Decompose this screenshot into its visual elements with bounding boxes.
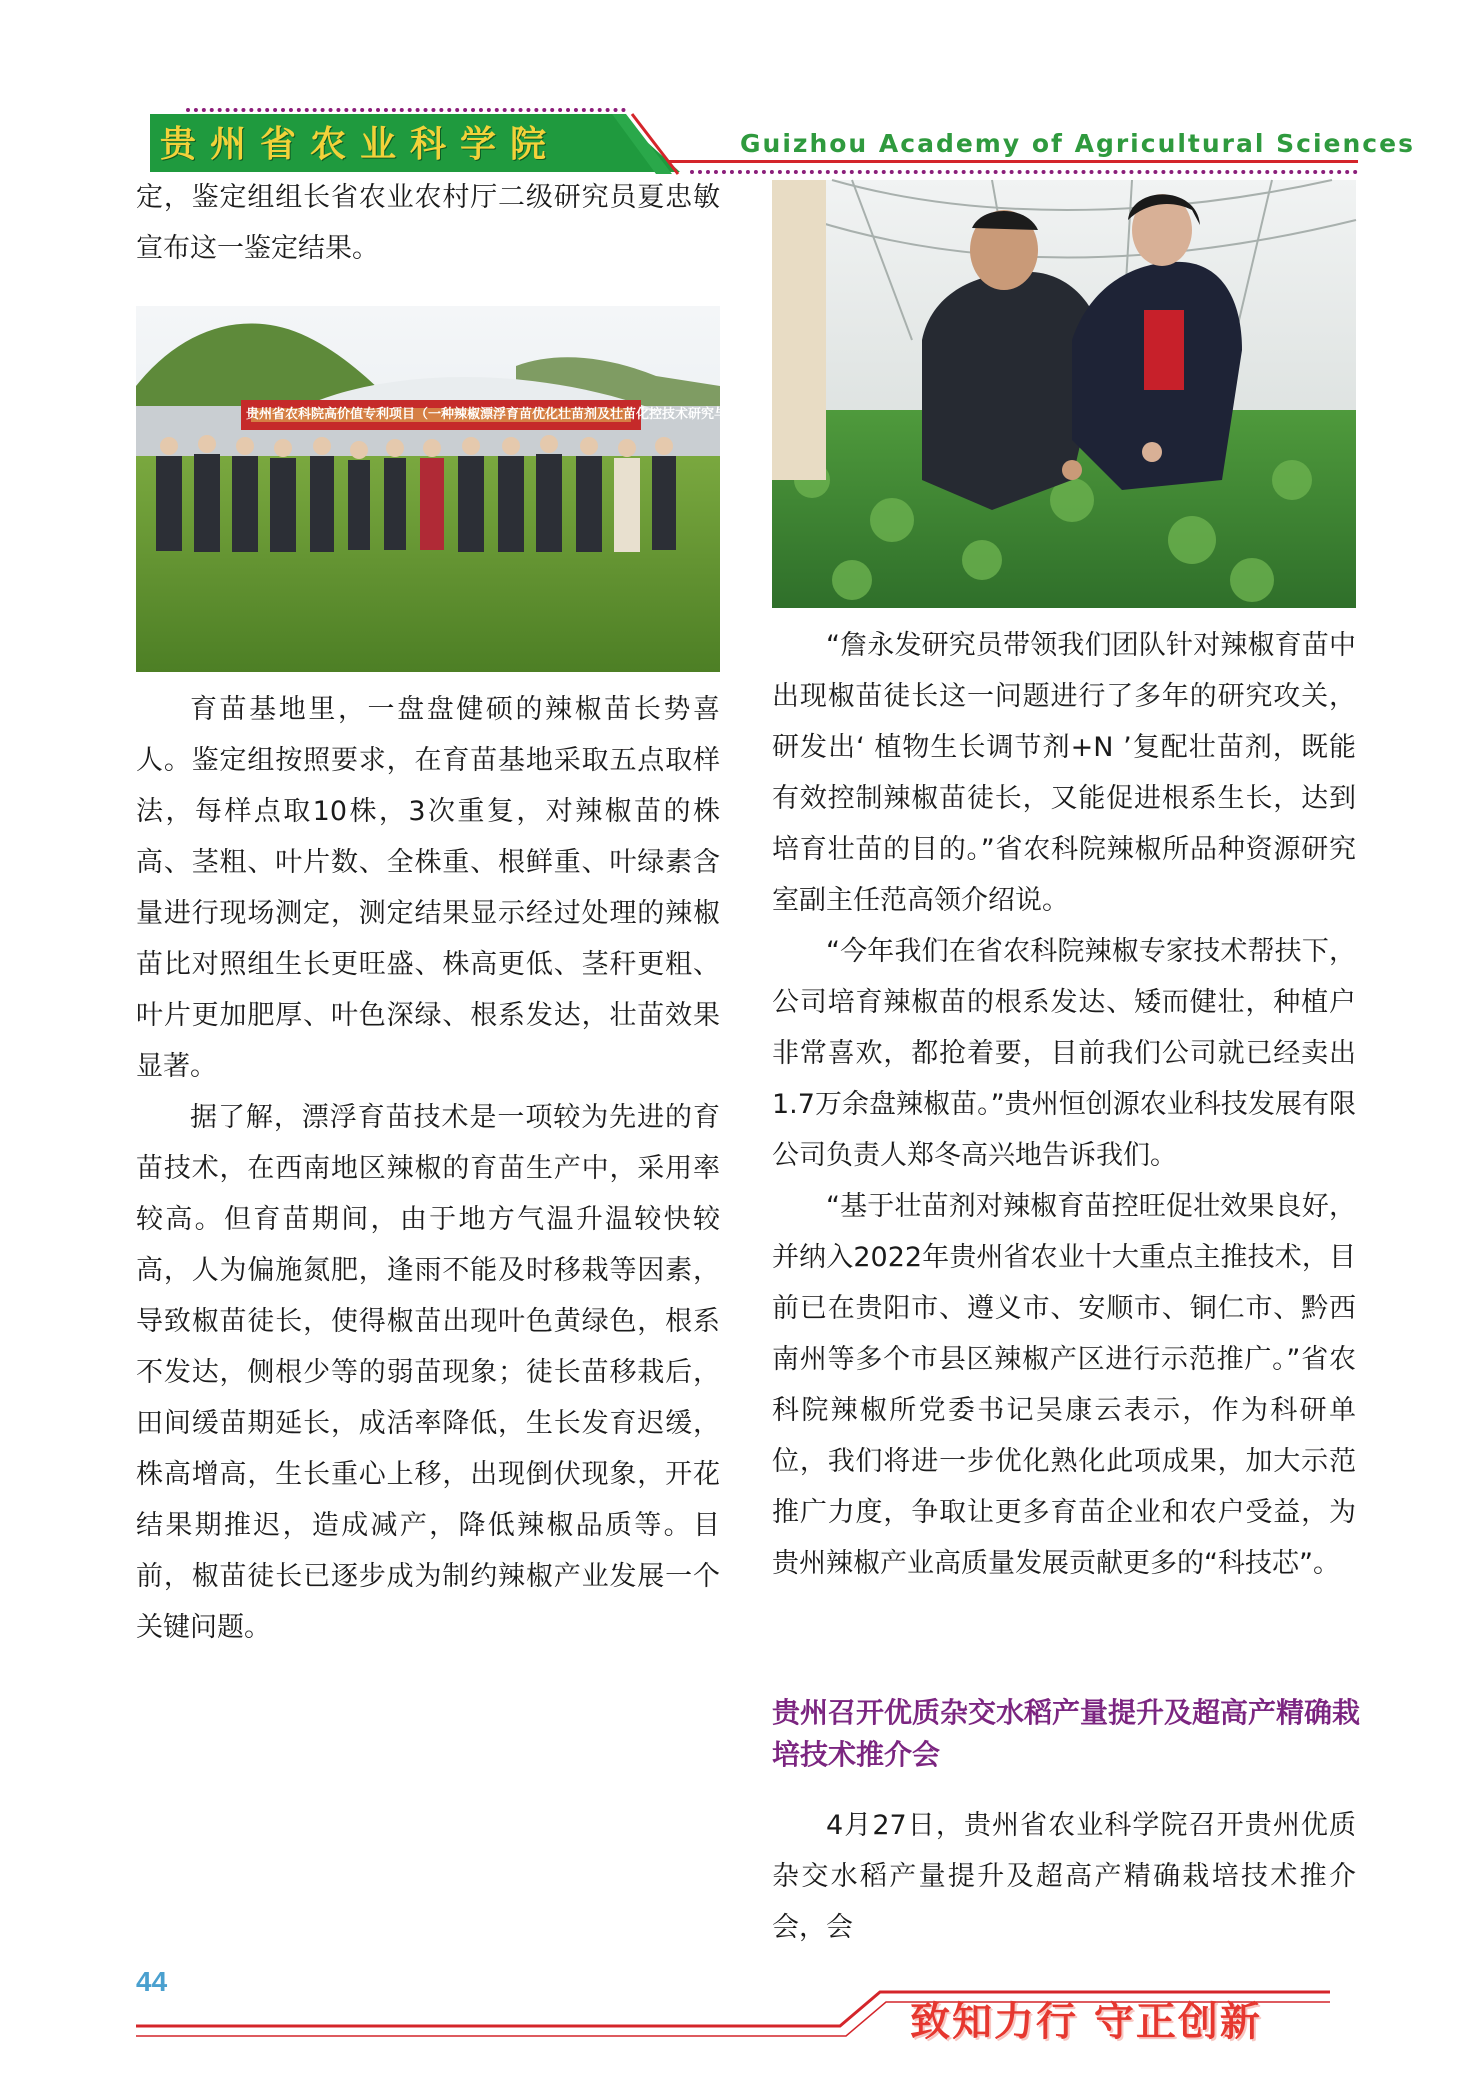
header-org-name-en: Guizhou Academy of Agricultural Sciences <box>740 129 1415 158</box>
group-photo-illustration <box>136 306 767 672</box>
paragraph-intro: 定，鉴定组组长省农业农村厅二级研究员夏忠敏宣布这一鉴定结果。 <box>136 182 720 264</box>
left-column-body <box>136 684 720 1653</box>
footer-slogan: 致知力行 守正创新 <box>910 1998 1262 2045</box>
header-dotted-line-bottom <box>690 170 1358 174</box>
field-photo-illustration <box>772 180 1356 608</box>
header-red-rule <box>668 160 1358 163</box>
field-photo <box>772 180 1356 608</box>
photo-banner-text: 贵州省农科院高价值专利项目（一种辣椒漂浮育苗优化壮苗剂及壮苗化控技术研究与应用） <box>246 407 767 422</box>
header-banner-edge <box>612 112 702 176</box>
page-header <box>0 0 1481 185</box>
header-dotted-line-top <box>186 108 626 112</box>
group-photo <box>136 306 767 672</box>
left-column-intro <box>136 172 720 274</box>
right-column-body <box>772 620 1356 1589</box>
header-org-name-cn: 贵州省农业科学院 <box>160 123 561 165</box>
page-number: 44 <box>136 1966 168 1997</box>
right-column-article <box>772 1800 1356 1953</box>
paragraph-article-lead: 4月27日，贵州省农业科学院召开贵州优质杂交水稻产量提升及超高产精确栽培技术推介会，会 <box>772 1810 1356 1943</box>
paragraph-seedling-base: 育苗基地里，一盘盘健硕的辣椒苗长势喜人。鉴定组按照要求，在育苗基地采取五点取样法，每样点取10株，3次重复，对辣椒苗的株高、茎粗、叶片数、全株重、根鲜重、叶绿素含量进行现场测定，测定结果显示经过处理的辣椒苗比对照组生长更旺盛、株高更低、茎秆更粗、叶片更加肥厚、叶色深绿、根系发达，壮苗效果显著。 <box>136 694 720 1082</box>
paragraph-company-quote: “今年我们在省农科院辣椒专家技术帮扶下，公司培育辣椒苗的根系发达、矮而健壮，种植户非常喜欢，都抢着要，目前我们公司就已经卖出1.7万余盘辣椒苗。”贵州恒创源农业科技发展有限公司负责人郑冬高兴地告诉我们。 <box>772 936 1356 1171</box>
article-title: 贵州召开优质杂交水稻产量提升及超高产精确栽培技术推介会 <box>772 1696 1361 1771</box>
paragraph-zhan-quote: “詹永发研究员带领我们团队针对辣椒育苗中出现椒苗徒长这一问题进行了多年的研究攻关，研发出‘ 植物生长调节剂+N ’复配壮苗剂，既能有效控制辣椒苗徒长，又能促进根系生长，达到培育壮苗的目的。”省农科院辣椒所品种资源研究室副主任范高领介绍说。 <box>772 630 1356 916</box>
paragraph-promotion-quote: “基于壮苗剂对辣椒育苗控旺促壮效果良好，并纳入2022年贵州省农业十大重点主推技术，目前已在贵阳市、遵义市、安顺市、铜仁市、黔西南州等多个市县区辣椒产区进行示范推广。”省农科院辣椒所党委书记吴康云表示，作为科研单位，我们将进一步优化熟化此项成果，加大示范推广力度，争取让更多育苗企业和农户受益，为贵州辣椒产业高质量发展贡献更多的“科技芯”。 <box>772 1191 1356 1579</box>
paragraph-floating-technique: 据了解，漂浮育苗技术是一项较为先进的育苗技术，在西南地区辣椒的育苗生产中，采用率较高。但育苗期间，由于地方气温升温较快较高，人为偏施氮肥，逢雨不能及时移栽等因素，导致椒苗徒长，使得椒苗出现叶色黄绿色，根系不发达，侧根少等的弱苗现象；徒长苗移栽后，田间缓苗期延长，成活率降低，生长发育迟缓，株高增高，生长重心上移，出现倒伏现象，开花结果期推迟，造成减产，降低辣椒品质等。目前，椒苗徒长已逐步成为制约辣椒产业发展一个关键问题。 <box>136 1102 720 1643</box>
